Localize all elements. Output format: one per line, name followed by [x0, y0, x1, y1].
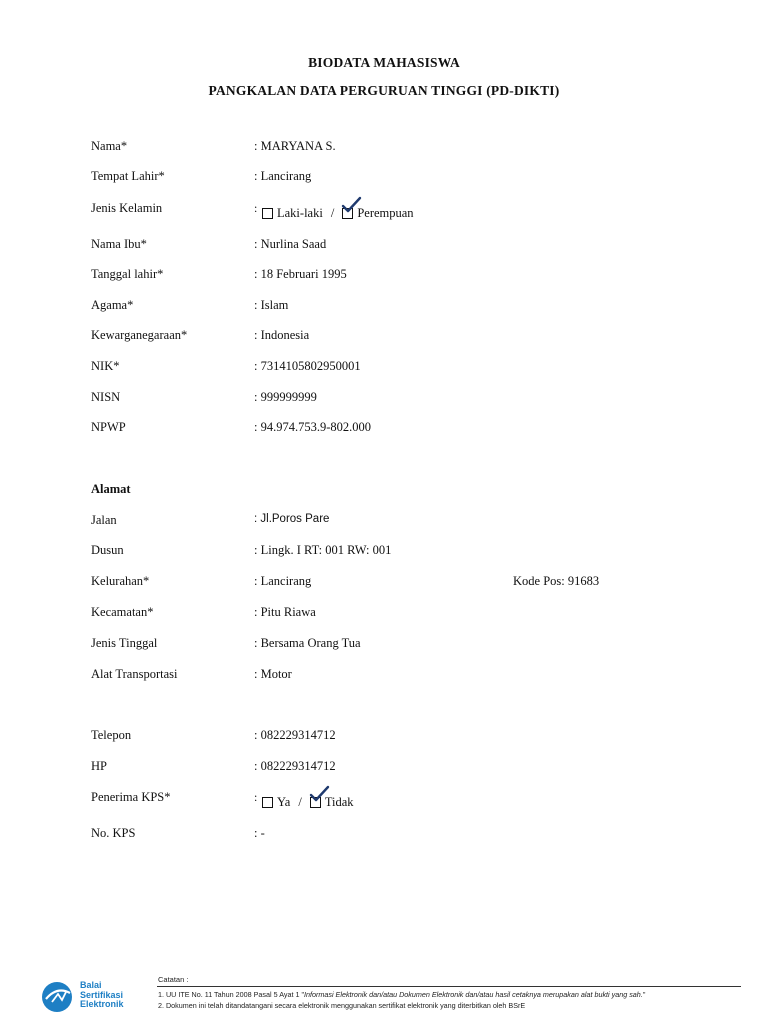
field-row-dusun	[91, 543, 731, 563]
logo-text-line: Balai	[80, 980, 102, 990]
document-subtitle: PANGKALAN DATA PERGURUAN TINGGI (PD-DIKTI)	[208, 83, 560, 98]
option-label-tidak: Tidak	[324, 795, 354, 809]
field-colon: :	[254, 201, 258, 215]
logo-text-line: Sertifikasi	[80, 989, 124, 1000]
field-row-tanggal-lahir	[91, 267, 731, 287]
field-label: Tempat Lahir*	[91, 169, 165, 183]
checkbox-perempuan[interactable]	[342, 208, 353, 219]
bsre-logo-icon	[40, 980, 80, 1014]
field-value: : 7314105802950001	[254, 359, 361, 373]
field-row-npwp	[91, 420, 731, 440]
field-row-jenis-tinggal	[91, 636, 731, 656]
field-value: : 999999999	[254, 390, 317, 404]
checkmark-icon	[308, 786, 330, 804]
field-label: Tanggal lahir*	[91, 267, 164, 281]
checkbox-laki-laki[interactable]	[262, 208, 273, 219]
field-label: Kelurahan*	[91, 574, 150, 588]
checkbox-ya[interactable]	[262, 797, 273, 808]
option-label-perempuan: Perempuan	[357, 206, 414, 220]
gender-options	[262, 206, 414, 221]
note-1-suffix: "	[642, 990, 646, 999]
field-value: : MARYANA S.	[254, 139, 336, 153]
footer-note-1	[158, 990, 645, 999]
field-row-kelurahan	[91, 574, 731, 594]
checkmark-icon	[340, 197, 362, 215]
field-value: : -	[254, 826, 265, 840]
field-value: : Islam	[254, 298, 289, 312]
field-value: : Indonesia	[254, 328, 310, 342]
field-row-jalan	[91, 513, 731, 533]
note-1-quote: Informasi Elektronik dan/atau Dokumen Elektronik dan/atau hasil cetaknya merupakan alat bukti yang sah.	[304, 990, 643, 999]
field-label: Kecamatan*	[91, 605, 154, 619]
field-value: : Jl.Poros Pare	[254, 513, 330, 525]
footer-note-2: 2. Dokumen ini telah ditandatangani secara elektronik menggunakan sertifikat elektronik yang diterbitkan oleh BSrE	[158, 1001, 526, 1010]
field-row-kewarganegaraan	[91, 328, 731, 348]
field-value: : 082229314712	[254, 728, 336, 742]
field-value: : 18 Februari 1995	[254, 267, 347, 281]
field-label: Dusun	[91, 543, 124, 557]
field-row-jenis-kelamin	[91, 201, 731, 221]
field-value: : 94.974.753.9-802.000	[254, 420, 372, 434]
bsre-logo-text	[80, 981, 124, 1010]
field-value: : Lingk. I RT: 001 RW: 001	[254, 543, 392, 557]
field-label: NPWP	[91, 420, 126, 434]
field-value: : Bersama Orang Tua	[254, 636, 361, 650]
field-label: NISN	[91, 390, 121, 404]
field-label: Agama*	[91, 298, 134, 312]
field-colon: :	[254, 790, 258, 804]
field-row-telepon	[91, 728, 731, 748]
option-separator: /	[330, 206, 335, 220]
field-value: : Motor	[254, 667, 292, 681]
field-row-agama	[91, 298, 731, 318]
field-value: : Nurlina Saad	[254, 237, 327, 251]
field-row-no-kps	[91, 826, 731, 846]
field-label: Penerima KPS*	[91, 790, 171, 804]
document-title: BIODATA MAHASISWA	[308, 55, 460, 70]
footer-catatan-label: Catatan :	[158, 975, 189, 984]
field-label: Jalan	[91, 513, 117, 527]
field-row-alat-transportasi	[91, 667, 731, 687]
field-label: NIK*	[91, 359, 120, 373]
kps-options	[262, 795, 354, 810]
kode-pos: Kode Pos: 91683	[513, 574, 600, 588]
field-row-penerima-kps	[91, 790, 731, 810]
field-label: Telepon	[91, 728, 132, 742]
field-row-kecamatan	[91, 605, 731, 625]
field-label: Kewarganegaraan*	[91, 328, 188, 342]
checkbox-tidak[interactable]	[310, 797, 321, 808]
field-value: : Pitu Riawa	[254, 605, 316, 619]
logo-text-line: Elektronik	[80, 999, 124, 1009]
field-label: Alat Transportasi	[91, 667, 178, 681]
field-label: Nama Ibu*	[91, 237, 147, 251]
field-row-nisn	[91, 390, 731, 410]
field-row-nik	[91, 359, 731, 379]
field-label: No. KPS	[91, 826, 136, 840]
option-label-laki-laki: Laki-laki	[277, 206, 323, 220]
field-row-hp	[91, 759, 731, 779]
field-row-nama	[91, 139, 731, 159]
section-heading-alamat: Alamat	[91, 482, 131, 496]
field-label: HP	[91, 759, 107, 773]
footer-divider	[157, 986, 741, 987]
field-value: : Lancirang	[254, 574, 312, 588]
field-label: Jenis Kelamin	[91, 201, 163, 215]
field-row-tempat-lahir	[91, 169, 731, 189]
field-label: Nama*	[91, 139, 128, 153]
field-value: : 082229314712	[254, 759, 336, 773]
option-label-ya: Ya	[277, 795, 291, 809]
field-label: Jenis Tinggal	[91, 636, 158, 650]
field-row-nama-ibu	[91, 237, 731, 257]
note-1-prefix: 1. UU ITE No. 11 Tahun 2008 Pasal 5 Ayat 1 "	[158, 990, 304, 999]
field-value: : Lancirang	[254, 169, 312, 183]
option-separator: /	[298, 795, 302, 809]
